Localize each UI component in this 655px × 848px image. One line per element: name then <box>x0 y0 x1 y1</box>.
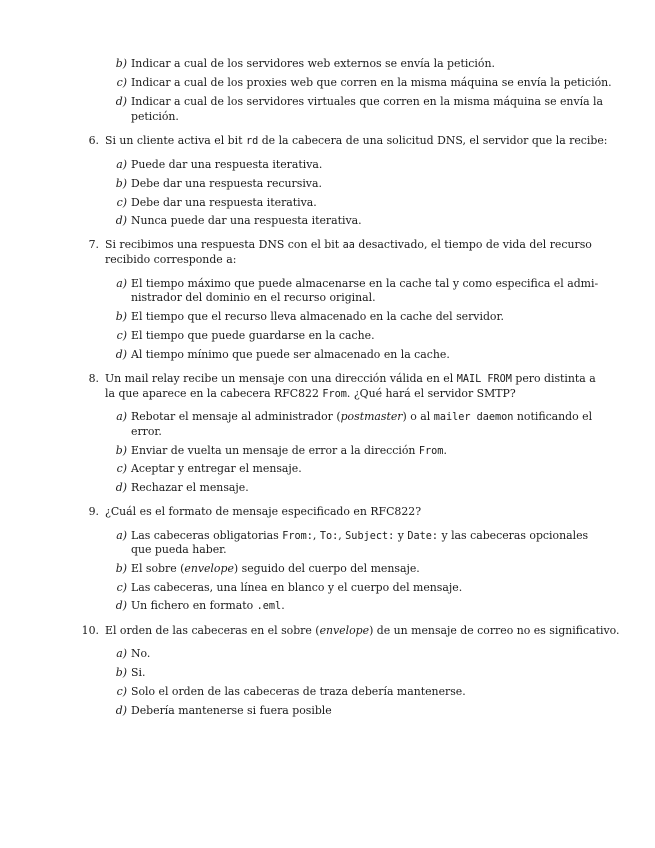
option-label: c) <box>116 196 127 209</box>
option-text: Al tiempo mínimo que puede ser almacenado en la cache. <box>131 348 450 361</box>
question-number: 6. <box>88 134 99 147</box>
code-text: From <box>418 446 444 457</box>
text-run: la que aparece en la cabecera RFC822 <box>105 387 323 400</box>
option-text <box>131 598 285 614</box>
option-label: d) <box>115 348 127 361</box>
text-run: El orden de las cabeceras en el sobre ( <box>105 624 320 637</box>
option-text: El tiempo que el recurso lleva almacenado en la cache del servidor. <box>131 310 504 323</box>
option-text: Indicar a cual de los servidores virtuales que corren en la misma máquina se envía la <box>131 95 604 108</box>
text-run: Enviar de vuelta un mensaje de error a la dirección <box>131 444 419 457</box>
option-text: Debe dar una respuesta recursiva. <box>131 177 322 190</box>
option-text: que pueda haber. <box>131 543 227 556</box>
option-text: Rechazar el mensaje. <box>131 481 249 494</box>
text-run: y <box>394 529 408 542</box>
text-run: ) o al <box>402 410 434 423</box>
option-text: error. <box>131 425 162 438</box>
option-label: c) <box>116 462 127 475</box>
option-label: c) <box>116 329 127 342</box>
code-text: MAIL FROM <box>456 374 512 385</box>
question-number: 8. <box>88 372 99 385</box>
option-label: a) <box>116 529 127 542</box>
code-text: mailer daemon <box>433 412 514 423</box>
italic-text: envelope <box>184 562 234 575</box>
option-label: b) <box>115 666 127 679</box>
option-label: d) <box>115 214 127 227</box>
option-text: Las cabeceras, una línea en blanco y el cuerpo del mensaje. <box>131 581 463 594</box>
option-text: Puede dar una respuesta iterativa. <box>131 158 323 171</box>
option-text: nistrador del dominio en el recurso original. <box>131 291 376 304</box>
question-text <box>105 237 592 253</box>
code-text: aa <box>342 240 355 251</box>
option-text: Debería mantenerse si fuera posible <box>131 704 332 717</box>
option-label: d) <box>115 481 127 494</box>
option-text: Aceptar y entregar el mensaje. <box>131 462 302 475</box>
option-label: b) <box>115 177 127 190</box>
option-label: a) <box>116 158 127 171</box>
text-run: , <box>312 529 320 542</box>
option-label: c) <box>116 581 127 594</box>
option-text <box>131 409 592 425</box>
option-text <box>131 561 420 576</box>
option-label: b) <box>115 57 127 70</box>
option-text: Indicar a cual de los servidores web externos se envía la petición. <box>131 57 495 70</box>
option-text: Solo el orden de las cabeceras de traza debería mantenerse. <box>131 685 466 698</box>
question-text <box>105 386 516 402</box>
question-number: 10. <box>81 624 99 637</box>
question-text: recibido corresponde a: <box>105 253 237 266</box>
option-text: petición. <box>131 110 179 123</box>
option-text: El tiempo máximo que puede almacenarse en la cache tal y como especifica el admi- <box>131 277 599 290</box>
option-text: Nunca puede dar una respuesta iterativa. <box>131 214 362 227</box>
option-label: a) <box>116 410 127 423</box>
text-run: Las cabeceras obligatorias <box>131 529 283 542</box>
option-label: b) <box>115 310 127 323</box>
text-run: Un fichero en formato <box>131 599 257 612</box>
code-text: rd <box>245 136 259 147</box>
text-run: notificando el <box>513 410 593 423</box>
italic-text: postmaster <box>340 410 403 423</box>
question-number: 9. <box>88 505 99 518</box>
code-text: .eml <box>256 601 282 612</box>
text-run: Si un cliente activa el bit <box>105 134 246 147</box>
text-run: de la cabecera de una solicitud DNS, el servidor que la recibe: <box>258 134 608 147</box>
option-label: c) <box>116 685 127 698</box>
option-label: a) <box>116 647 127 660</box>
text-run: El sobre ( <box>131 562 185 575</box>
option-text: No. <box>131 647 151 660</box>
question-text <box>105 133 607 149</box>
option-text: Debe dar una respuesta iterativa. <box>131 196 317 209</box>
option-label: d) <box>115 599 127 612</box>
question-text: ¿Cuál es el formato de mensaje especificado en RFC822? <box>105 505 422 518</box>
text-run: , <box>338 529 346 542</box>
option-label: d) <box>115 95 127 108</box>
option-text: Indicar a cual de los proxies web que corren en la misma máquina se envía la petición. <box>131 76 612 89</box>
code-text: To: <box>319 531 339 542</box>
option-label: a) <box>116 277 127 290</box>
text-run: . <box>443 444 447 457</box>
option-text: El tiempo que puede guardarse en la cache. <box>131 329 375 342</box>
text-run: desactivado, el tiempo de vida del recurso <box>354 238 592 251</box>
text-run: y las cabeceras opcionales <box>438 529 589 542</box>
text-run: . ¿Qué hará el servidor SMTP? <box>346 387 516 400</box>
text-run: ) seguido del cuerpo del mensaje. <box>233 562 420 575</box>
option-text <box>131 443 447 459</box>
code-text: Date: <box>407 531 438 542</box>
text-run: pero distinta a <box>511 372 596 385</box>
option-label: b) <box>115 444 127 457</box>
option-label: c) <box>116 76 127 89</box>
question-text <box>105 371 596 387</box>
code-text: From: <box>282 531 313 542</box>
text-run: ) de un mensaje de correo no es significativo. <box>369 624 620 637</box>
text-run: Si recibimos una respuesta DNS con el bit <box>105 238 343 251</box>
question-text <box>105 623 619 638</box>
italic-text: envelope <box>319 624 370 637</box>
option-label: d) <box>115 704 127 717</box>
option-text: Si. <box>131 666 146 679</box>
text-run: . <box>281 599 285 612</box>
text-run: Rebotar el mensaje al administrador ( <box>131 410 341 423</box>
option-label: b) <box>115 562 127 575</box>
code-text: Subject: <box>345 531 395 542</box>
question-number: 7. <box>88 238 99 251</box>
code-text: From <box>322 389 347 400</box>
text-run: Un mail relay recibe un mensaje con una dirección válida en el <box>105 372 457 385</box>
